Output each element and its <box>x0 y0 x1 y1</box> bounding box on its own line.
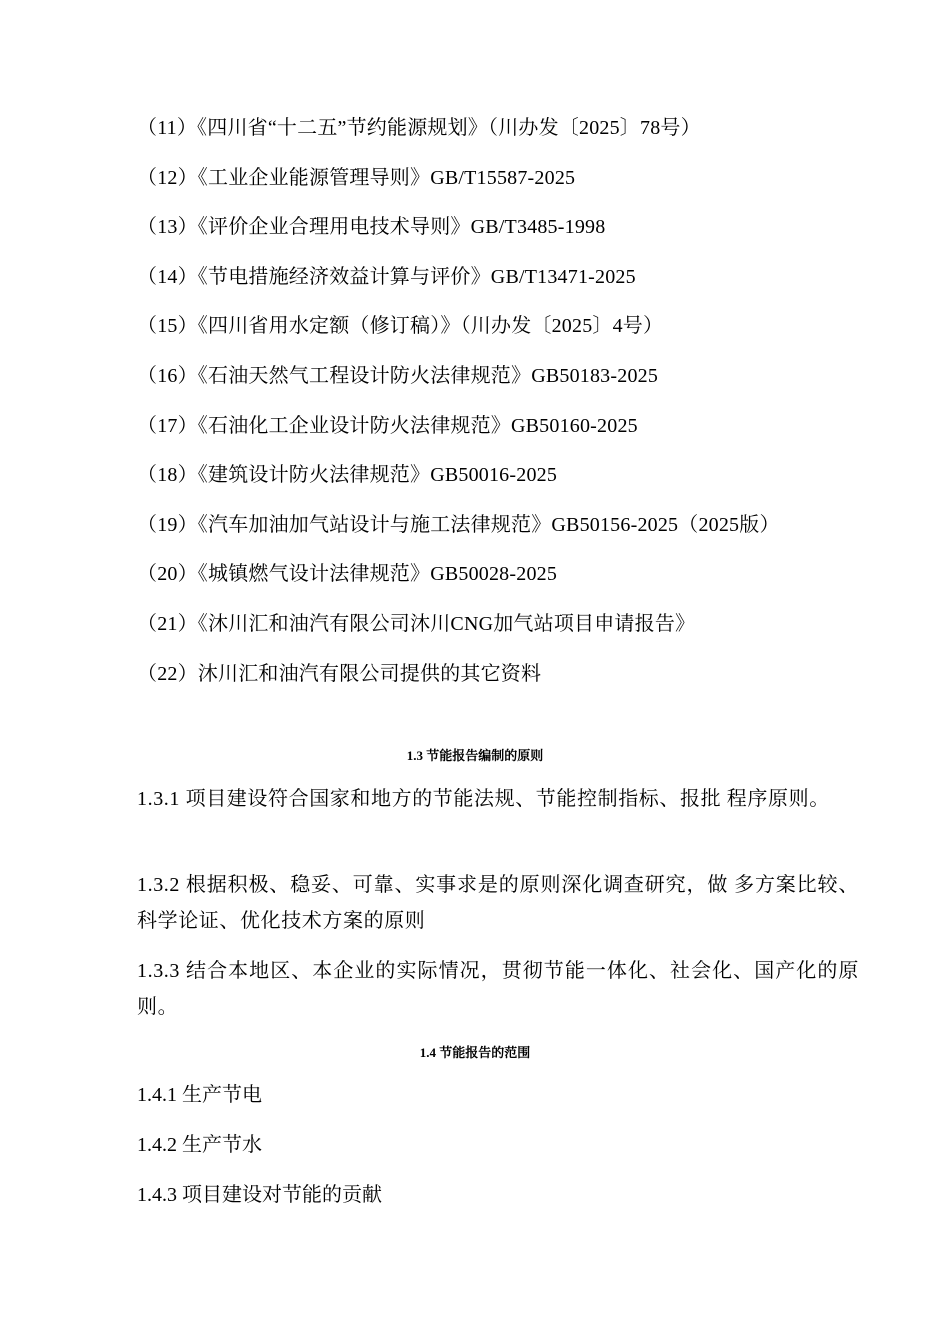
paragraph-1-3-2: 1.3.2 根据积极、稳妥、可靠、实事求是的原则深化调查研究，做 多方案比较、科学论证、优化技术方案的原则 <box>137 874 859 932</box>
reference-item-19: （19）《汽车加油加气站设计与施工法律规范》GB50156-2025（2025版） <box>137 513 780 536</box>
reference-item-16: （16）《石油天然气工程设计防火法律规范》GB50183-2025 <box>137 364 659 387</box>
reference-item-15: （15）《四川省用水定额（修订稿）》（川办发〔2025〕4号） <box>137 315 664 338</box>
scope-item-1-4-2: 1.4.2 生产节水 <box>137 1134 262 1156</box>
reference-item-17: （17）《石油化工企业设计防火法律规范》GB50160-2025 <box>137 414 638 437</box>
reference-item-14: （14）《节电措施经济效益计算与评价》GB/T13471-2025 <box>137 265 636 288</box>
reference-list <box>137 110 862 705</box>
section-heading-1-3: 1.3 节能报告编制的原则 <box>406 748 544 763</box>
reference-item-18: （18）《建筑设计防火法律规范》GB50016-2025 <box>137 464 558 487</box>
section-heading-1-4: 1.4 节能报告的范围 <box>419 1045 531 1060</box>
paragraph-1-3-3: 1.3.3 结合本地区、本企业的实际情况，贯彻节能一体化、社会化、国产化的原则。 <box>137 960 859 1018</box>
reference-item-11: （11）《四川省“十二五”节约能源规划》（川办发〔2025〕78号） <box>137 117 701 139</box>
reference-item-21: （21）《沐川汇和油汽有限公司沐川CNG加气站项目申请报告》 <box>137 612 696 635</box>
scope-item-1-4-1: 1.4.1 生产节电 <box>137 1084 262 1106</box>
reference-item-20: （20）《城镇燃气设计法律规范》GB50028-2025 <box>137 563 558 586</box>
scope-item-1-4-3: 1.4.3 项目建设对节能的贡献 <box>137 1184 382 1206</box>
reference-item-13: （13）《评价企业合理用电技术导则》GB/T3485-1998 <box>137 216 606 239</box>
reference-item-12: （12）《工业企业能源管理导则》GB/T15587-2025 <box>137 166 576 189</box>
paragraph-1-3-1: 1.3.1 项目建设符合国家和地方的节能法规、节能控制指标、报批 程序原则。 <box>137 788 830 810</box>
reference-item-22: （22）沐川汇和油汽有限公司提供的其它资料 <box>137 662 542 685</box>
